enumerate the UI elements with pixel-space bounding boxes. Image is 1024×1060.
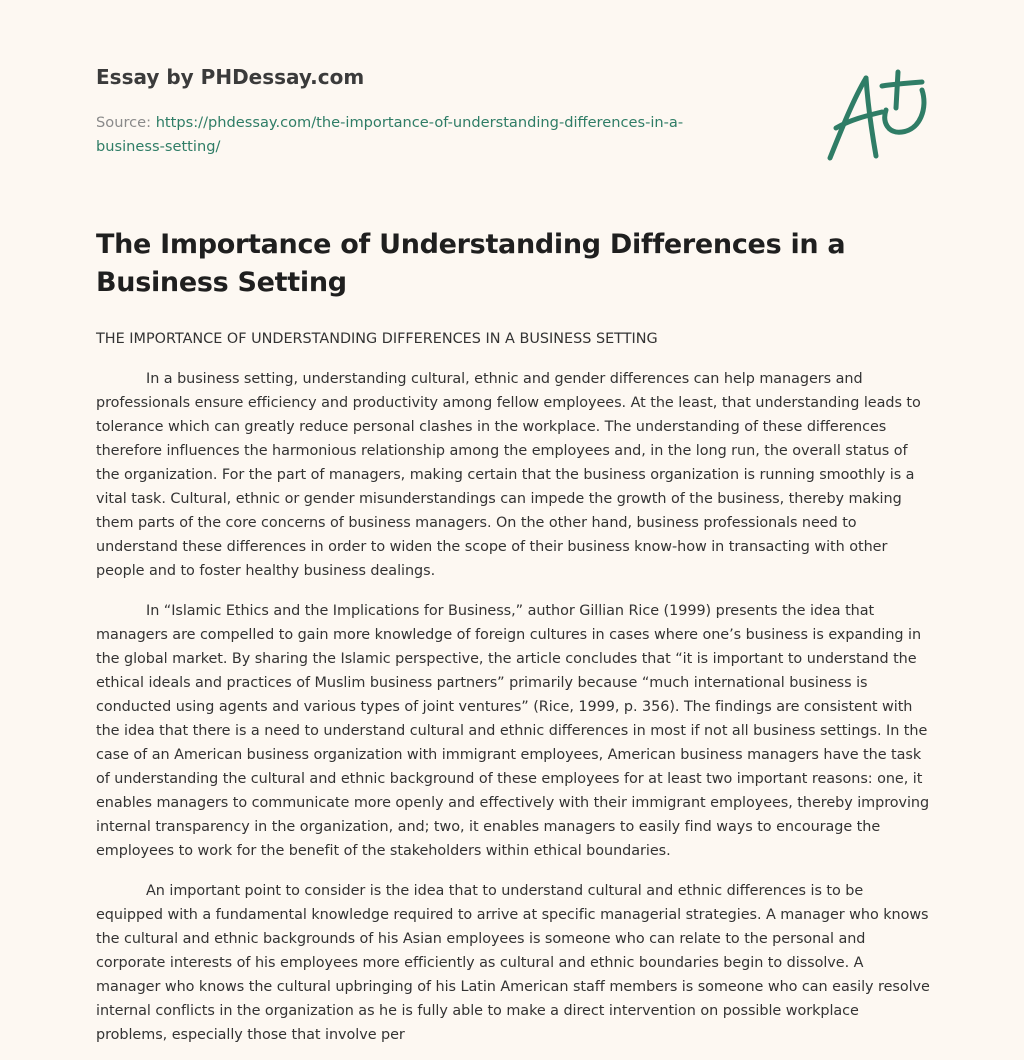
site-title: Essay by PHDessay.com xyxy=(96,65,365,89)
source-line xyxy=(96,111,736,159)
header xyxy=(96,62,736,159)
essay-content xyxy=(96,226,932,1047)
essay-paragraph: In “Islamic Ethics and the Implications for Business,” author Gillian Rice (1999) presents the idea that managers are compelled to gain more knowledge of foreign cultures in cases where one’s business is expanding in the global market. By sharing the Islamic perspective, the article concludes that “it is important to understand the ethical ideals and practices of Muslim business partners” primarily because “much international business is conducted using agents and various types of joint ventures” (Rice, 1999, p. 356). The findings are consistent with the idea that there is a need to understand cultural and ethnic differences in most if not all business settings. In the case of an American business organization with immigrant employees, American business managers have the task of understanding the cultural and ethnic background of these employees for at least two important reasons: one, it enables managers to communicate more openly and effectively with their immigrant employees, thereby improving internal transparency in the organization, and; two, it enables managers to easily find ways to encourage the employees to work for the benefit of the stakeholders within ethical boundaries. xyxy=(96,603,930,859)
essay-paragraph: An important point to consider is the idea that to understand cultural and ethnic differences is to be equipped with a fundamental knowledge required to arrive at specific managerial strategies. A manager who knows the cultural and ethnic backgrounds of his Asian employees is someone who can relate to the personal and corporate interests of his employees more efficiently as cultural and ethnic boundaries begin to dissolve. A manager who knows the cultural upbringing of his Latin American staff members is someone who can easily resolve internal conflicts in the organization as he is fully able to make a direct intervention on possible workplace problems, especially those that involve per xyxy=(96,883,930,1043)
source-label: Source: xyxy=(96,114,156,131)
essay-paragraph: In a business setting, understanding cultural, ethnic and gender differences can help managers and professionals ensure efficiency and productivity among fellow employees. At the least, that understanding leads to tolerance which can greatly reduce personal clashes in the workplace. The understanding of these differences therefore influences the harmonious relationship among the employees and, in the long run, the overall status of the organization. For the part of managers, making certain that the business organization is running smoothly is a vital task. Cultural, ethnic or gender misunderstandings can impede the growth of the business, thereby making them parts of the core concerns of business managers. On the other hand, business professionals need to understand these differences in order to widen the scope of their business know-how in transacting with other people and to foster healthy business dealings. xyxy=(96,371,921,579)
source-link[interactable]: https://phdessay.com/the-importance-of-understanding-differences-in-a-business-setting/ xyxy=(96,114,684,155)
a-plus-logo xyxy=(820,68,930,168)
essay-subheading: THE IMPORTANCE OF UNDERSTANDING DIFFERENCES IN A BUSINESS SETTING xyxy=(96,331,658,347)
essay-title: The Importance of Understanding Differences in a Business Setting xyxy=(96,229,846,298)
